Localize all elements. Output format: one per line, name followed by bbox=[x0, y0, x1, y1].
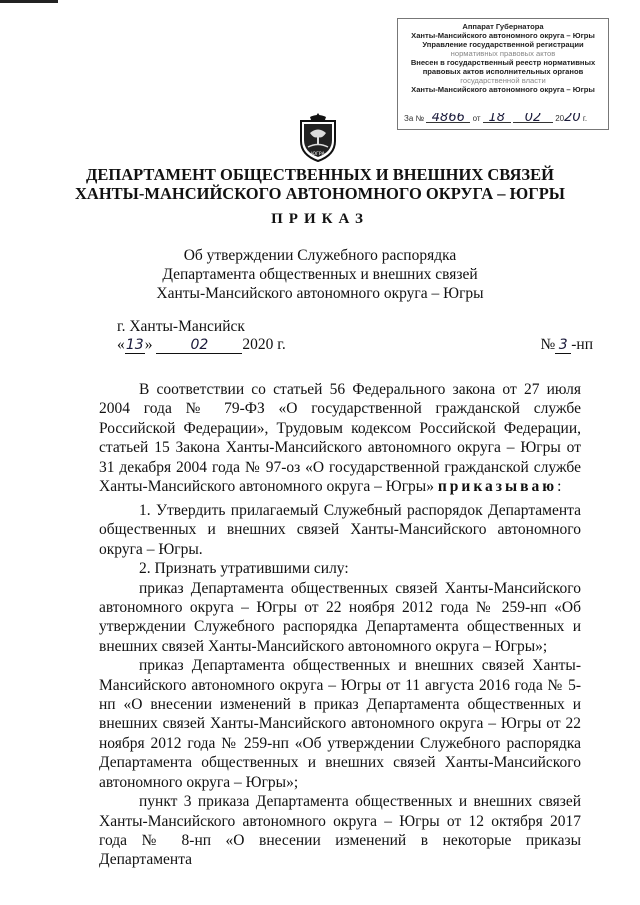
stamp-line-1: Аппарат Губернатора bbox=[462, 22, 544, 31]
order-date bbox=[117, 336, 286, 354]
coat-of-arms-emblem bbox=[297, 111, 339, 163]
item-1: 1. Утвердить прилагаемый Служебный распорядок Департамента общественных и внешних связей Ханты-Мансийского автономного округа – Югры. bbox=[99, 502, 581, 558]
department-title-line-2: ХАНТЫ-МАНСИЙСКОГО АВТОНОМНОГО ОКРУГА – ЮГРЫ bbox=[75, 184, 565, 203]
scan-artifact-line bbox=[0, 0, 58, 3]
stamp-reg-day: 18 bbox=[483, 113, 511, 123]
order-body-items bbox=[99, 501, 581, 870]
subject-line-1: Об утверждении Служебного распорядка bbox=[183, 247, 457, 264]
repealed-order-2: приказ Департамента общественных и внешних связей Ханты-Мансийского автономного округа – Югры от 11 августа 2016 года № 5-нп «О внесении изменений в приказ Департамента общественных и внешних связей Ханты-Мансийского автономного округа – Югры от 22 ноября 2012 года № 259-нп «Об утверждении Служебного распорядка Департамента общественных и внешних связей Ханты-Мансийского автономного округа – Югры»; bbox=[99, 657, 581, 791]
number-suffix: -нп bbox=[571, 336, 593, 353]
stamp-line-5: Внесен в государственный реестр нормативных bbox=[410, 58, 596, 67]
stamp-line-2: Ханты-Мансийского автономного округа – Югры bbox=[411, 31, 595, 40]
stamp-line-3: Управление государственной регистрации bbox=[422, 40, 584, 49]
place-of-issue: г. Ханты-Мансийск bbox=[117, 318, 245, 335]
order-subject bbox=[0, 246, 640, 303]
stamp-line-7: государственной власти bbox=[460, 76, 546, 85]
document-type: ПРИКАЗ bbox=[271, 211, 369, 227]
number-value: 3 bbox=[555, 338, 571, 354]
registration-stamp bbox=[397, 18, 609, 130]
department-title-line-1: ДЕПАРТАМЕНТ ОБЩЕСТВЕННЫХ И ВНЕШНИХ СВЯЗЕЙ bbox=[86, 165, 554, 184]
order-body-preamble bbox=[99, 380, 581, 496]
repealed-order-3: пункт 3 приказа Департамента общественных и внешних связей Ханты-Мансийского автономного округа – Югры от 12 октября 2017 года № 8-нп «О внесении изменений в некоторые приказы Департамента bbox=[99, 793, 581, 869]
preamble-text: В соответствии со статьей 56 Федерального закона от 27 июля 2004 года № 79-ФЗ «О государственной гражданской службе Российской Федерации», Трудовым кодексом Российской Федерации, статьей 15 Закона Ханты-Мансийского автономного округа – Югры от 31 декабря 2004 года № 97-оз «О государственной гражданской службе Ханты-Мансийского автономного округа – Югры» bbox=[99, 381, 581, 496]
number-prefix: № bbox=[540, 336, 556, 353]
stamp-reg-month: 02 bbox=[513, 113, 553, 123]
date-year: 2020 г. bbox=[242, 336, 286, 353]
preamble-paragraph bbox=[99, 380, 581, 496]
order-colon: : bbox=[557, 478, 562, 496]
stamp-reg-year-suffix: 20 bbox=[564, 113, 581, 123]
stamp-line-6: правовых актов исполнительных органов bbox=[422, 67, 584, 76]
date-close-quote: » bbox=[144, 336, 153, 353]
order-word: приказываю bbox=[437, 478, 558, 496]
stamp-reg-from: от bbox=[472, 114, 481, 123]
stamp-reg-number: 4866 bbox=[426, 113, 470, 123]
emblem-text: ЮГРА bbox=[311, 152, 325, 157]
stamp-line-4: нормативных правовых актов bbox=[450, 49, 556, 58]
stamp-reg-g: г. bbox=[582, 114, 588, 123]
subject-line-3: Ханты-Мансийского автономного округа – Югры bbox=[156, 285, 484, 302]
stamp-line-8: Ханты-Мансийского автономного округа – Югры bbox=[411, 85, 595, 94]
date-open-quote: « bbox=[117, 336, 125, 353]
order-number bbox=[540, 336, 593, 354]
subject-line-2: Департамента общественных и внешних связей bbox=[162, 266, 478, 283]
date-month: 02 bbox=[156, 338, 242, 354]
item-2: 2. Признать утратившими силу: bbox=[139, 560, 349, 578]
stamp-reg-prefix: За № bbox=[404, 114, 425, 123]
repealed-order-1: приказ Департамента общественных связей Ханты-Мансийского автономного округа – Югры от 22 ноября 2012 года № 259-нп «Об утверждении Служебного распорядка Департамента общественных и внешних связей Ханты-Мансийского автономного округа – Югры»; bbox=[99, 579, 581, 655]
date-day: 13 bbox=[125, 337, 144, 353]
stamp-registration-line bbox=[404, 113, 602, 123]
stamp-reg-year-prefix: 20 bbox=[555, 114, 565, 123]
